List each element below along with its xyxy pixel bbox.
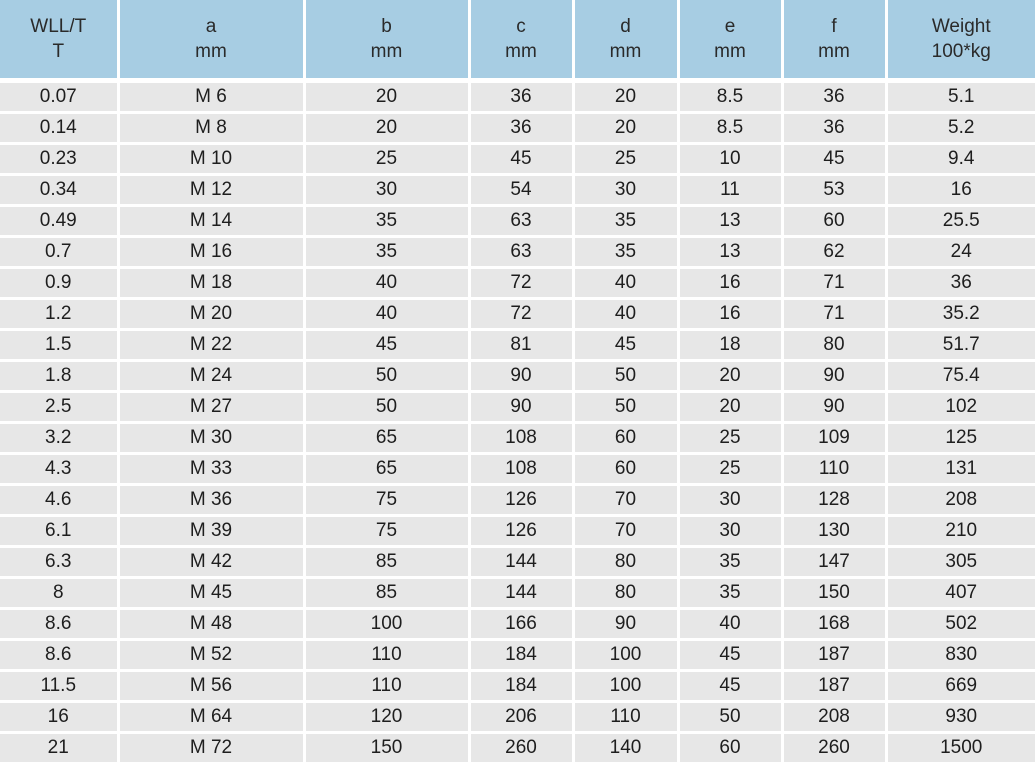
table-row <box>0 733 1035 764</box>
table-row <box>0 516 1035 547</box>
table-cell: 21 <box>0 733 118 764</box>
table-cell: M 52 <box>118 640 304 671</box>
table-cell: 40 <box>573 268 678 299</box>
table-cell: 0.14 <box>0 113 118 144</box>
weight-header <box>886 0 1035 81</box>
table-row <box>0 330 1035 361</box>
table-cell: 0.9 <box>0 268 118 299</box>
table-cell: 50 <box>304 392 469 423</box>
table-cell: M 72 <box>118 733 304 764</box>
table-cell: 108 <box>469 423 573 454</box>
header-label: e <box>724 16 736 37</box>
table-cell: 81 <box>469 330 573 361</box>
table-cell: M 10 <box>118 144 304 175</box>
table-cell: M 8 <box>118 113 304 144</box>
table-cell: 184 <box>469 671 573 702</box>
table-cell: 109 <box>782 423 886 454</box>
table-cell: 4.6 <box>0 485 118 516</box>
table-cell: 35 <box>573 237 678 268</box>
table-cell: 90 <box>782 392 886 423</box>
table-row <box>0 454 1035 485</box>
table-cell: M 36 <box>118 485 304 516</box>
table-cell: 80 <box>573 547 678 578</box>
table-cell: 85 <box>304 547 469 578</box>
table-cell: 25 <box>678 423 782 454</box>
header-unit: mm <box>195 41 227 62</box>
table-cell: 60 <box>678 733 782 764</box>
table-cell: 9.4 <box>886 144 1035 175</box>
table-cell: 25 <box>304 144 469 175</box>
table-cell: 60 <box>573 423 678 454</box>
table-cell: M 45 <box>118 578 304 609</box>
table-cell: M 42 <box>118 547 304 578</box>
table-cell: M 64 <box>118 702 304 733</box>
table-cell: 16 <box>0 702 118 733</box>
table-cell: 90 <box>469 392 573 423</box>
table-cell: 63 <box>469 237 573 268</box>
table-row <box>0 81 1035 113</box>
table-cell: 187 <box>782 671 886 702</box>
table-cell: 669 <box>886 671 1035 702</box>
table-cell: M 16 <box>118 237 304 268</box>
table-row <box>0 485 1035 516</box>
table-cell: 1.5 <box>0 330 118 361</box>
table-cell: 5.2 <box>886 113 1035 144</box>
table-cell: 128 <box>782 485 886 516</box>
table-cell: 62 <box>782 237 886 268</box>
table-cell: 140 <box>573 733 678 764</box>
table-cell: 144 <box>469 578 573 609</box>
table-cell: 36 <box>782 81 886 113</box>
header-unit: mm <box>370 41 403 62</box>
table-cell: 126 <box>469 516 573 547</box>
header-row <box>0 0 1035 81</box>
table-cell: 85 <box>304 578 469 609</box>
table-cell: 208 <box>886 485 1035 516</box>
table-cell: 1500 <box>886 733 1035 764</box>
table-cell: 930 <box>886 702 1035 733</box>
table-cell: 168 <box>782 609 886 640</box>
table-cell: M 12 <box>118 175 304 206</box>
table-cell: 144 <box>469 547 573 578</box>
table-cell: 45 <box>678 640 782 671</box>
table-cell: 20 <box>304 81 469 113</box>
table-cell: 210 <box>886 516 1035 547</box>
table-cell: 90 <box>573 609 678 640</box>
table-cell: 3.2 <box>0 423 118 454</box>
table-cell: 50 <box>573 392 678 423</box>
table-row <box>0 361 1035 392</box>
table-row <box>0 640 1035 671</box>
table-cell: 8.5 <box>678 113 782 144</box>
table-row <box>0 144 1035 175</box>
table-cell: 35 <box>678 578 782 609</box>
table-row <box>0 113 1035 144</box>
table-cell: 40 <box>304 268 469 299</box>
table-body <box>0 81 1035 764</box>
table-cell: 260 <box>469 733 573 764</box>
table-cell: 50 <box>678 702 782 733</box>
table-cell: 54 <box>469 175 573 206</box>
table-cell: 4.3 <box>0 454 118 485</box>
table-cell: 80 <box>782 330 886 361</box>
table-cell: M 30 <box>118 423 304 454</box>
table-cell: 0.34 <box>0 175 118 206</box>
table-row <box>0 578 1035 609</box>
table-cell: 1.2 <box>0 299 118 330</box>
table-cell: 2.5 <box>0 392 118 423</box>
table-cell: 45 <box>678 671 782 702</box>
table-row <box>0 547 1035 578</box>
table-cell: 0.7 <box>0 237 118 268</box>
table-cell: 40 <box>304 299 469 330</box>
table-cell: 108 <box>469 454 573 485</box>
table-cell: 0.07 <box>0 81 118 113</box>
table-cell: 80 <box>573 578 678 609</box>
table-cell: M 6 <box>118 81 304 113</box>
table-cell: M 18 <box>118 268 304 299</box>
table-cell: 36 <box>782 113 886 144</box>
table-row <box>0 299 1035 330</box>
table-cell: 70 <box>573 516 678 547</box>
header-label: Weight <box>931 16 991 37</box>
table-cell: 30 <box>573 175 678 206</box>
table-cell: 25 <box>678 454 782 485</box>
table-row <box>0 671 1035 702</box>
table-cell: 110 <box>304 671 469 702</box>
table-cell: 45 <box>573 330 678 361</box>
table-cell: 16 <box>678 268 782 299</box>
table-cell: 187 <box>782 640 886 671</box>
table-cell: 45 <box>782 144 886 175</box>
table-cell: 50 <box>573 361 678 392</box>
table-cell: 40 <box>573 299 678 330</box>
header-label: a <box>205 16 217 37</box>
table-cell: 71 <box>782 268 886 299</box>
table-cell: 110 <box>573 702 678 733</box>
table-cell: 30 <box>678 516 782 547</box>
table-cell: 110 <box>304 640 469 671</box>
table-cell: 6.3 <box>0 547 118 578</box>
table-cell: 25.5 <box>886 206 1035 237</box>
table-cell: 10 <box>678 144 782 175</box>
table-cell: 45 <box>304 330 469 361</box>
table-cell: 63 <box>469 206 573 237</box>
table-cell: 35 <box>304 206 469 237</box>
table-cell: 130 <box>782 516 886 547</box>
table-cell: 208 <box>782 702 886 733</box>
table-cell: 150 <box>782 578 886 609</box>
header-unit: mm <box>714 41 746 62</box>
table-row <box>0 175 1035 206</box>
table-cell: 20 <box>304 113 469 144</box>
table-cell: M 20 <box>118 299 304 330</box>
header-unit: mm <box>609 41 642 62</box>
table-cell: 102 <box>886 392 1035 423</box>
table-cell: 65 <box>304 423 469 454</box>
header-label: WLL/T <box>30 16 87 37</box>
table-cell: M 24 <box>118 361 304 392</box>
table-cell: 5.1 <box>886 81 1035 113</box>
table-cell: 8.5 <box>678 81 782 113</box>
table-cell: 30 <box>304 175 469 206</box>
table-cell: 305 <box>886 547 1035 578</box>
table-cell: 0.23 <box>0 144 118 175</box>
table-cell: 75 <box>304 516 469 547</box>
table-cell: 206 <box>469 702 573 733</box>
table-cell: 13 <box>678 237 782 268</box>
table-cell: 45 <box>469 144 573 175</box>
header-label: f <box>831 16 837 37</box>
table-cell: 1.8 <box>0 361 118 392</box>
table-cell: 71 <box>782 299 886 330</box>
table-cell: 65 <box>304 454 469 485</box>
table-cell: 407 <box>886 578 1035 609</box>
table-cell: 16 <box>678 299 782 330</box>
c-header <box>469 0 573 81</box>
table-cell: 20 <box>678 392 782 423</box>
table-cell: 100 <box>573 671 678 702</box>
table-row <box>0 423 1035 454</box>
e-header <box>678 0 782 81</box>
table-cell: 100 <box>573 640 678 671</box>
table-cell: 110 <box>782 454 886 485</box>
table-cell: 11 <box>678 175 782 206</box>
table-cell: 8 <box>0 578 118 609</box>
table-cell: 125 <box>886 423 1035 454</box>
table-cell: 147 <box>782 547 886 578</box>
table-cell: 830 <box>886 640 1035 671</box>
table-cell: 24 <box>886 237 1035 268</box>
table-cell: 16 <box>886 175 1035 206</box>
header-label: d <box>620 16 631 37</box>
table-cell: 100 <box>304 609 469 640</box>
table-cell: M 27 <box>118 392 304 423</box>
table-row <box>0 268 1035 299</box>
table-cell: 60 <box>573 454 678 485</box>
f-header <box>782 0 886 81</box>
table-cell: M 39 <box>118 516 304 547</box>
table-cell: 131 <box>886 454 1035 485</box>
table-row <box>0 609 1035 640</box>
table-cell: 35.2 <box>886 299 1035 330</box>
table-cell: 260 <box>782 733 886 764</box>
d-header <box>573 0 678 81</box>
header-unit: 100*kg <box>931 41 991 62</box>
table-cell: 51.7 <box>886 330 1035 361</box>
table-row <box>0 702 1035 733</box>
table-cell: 8.6 <box>0 609 118 640</box>
table-cell: 90 <box>469 361 573 392</box>
table-cell: M 22 <box>118 330 304 361</box>
table-cell: 0.49 <box>0 206 118 237</box>
table-cell: 120 <box>304 702 469 733</box>
table-cell: 75 <box>304 485 469 516</box>
table-cell: 13 <box>678 206 782 237</box>
table-cell: 36 <box>469 81 573 113</box>
table-row <box>0 206 1035 237</box>
table-row <box>0 392 1035 423</box>
a-header <box>118 0 304 81</box>
table-cell: 18 <box>678 330 782 361</box>
table-cell: 20 <box>678 361 782 392</box>
table-cell: 75.4 <box>886 361 1035 392</box>
table-cell: 50 <box>304 361 469 392</box>
header-unit: mm <box>818 41 850 62</box>
table-cell: 150 <box>304 733 469 764</box>
b-header <box>304 0 469 81</box>
table-cell: 53 <box>782 175 886 206</box>
table-row <box>0 237 1035 268</box>
table-cell: 72 <box>469 299 573 330</box>
table-cell: 20 <box>573 113 678 144</box>
table-cell: 11.5 <box>0 671 118 702</box>
table-cell: 90 <box>782 361 886 392</box>
table-cell: 166 <box>469 609 573 640</box>
table-cell: 20 <box>573 81 678 113</box>
table-cell: 40 <box>678 609 782 640</box>
header-label: c <box>516 16 526 37</box>
table-cell: 70 <box>573 485 678 516</box>
header-unit: mm <box>505 41 537 62</box>
table-cell: 72 <box>469 268 573 299</box>
table-cell: 8.6 <box>0 640 118 671</box>
table-cell: 36 <box>886 268 1035 299</box>
table-cell: M 33 <box>118 454 304 485</box>
table-cell: 30 <box>678 485 782 516</box>
header-unit: T <box>52 41 65 62</box>
table-header <box>0 0 1035 81</box>
table-cell: 36 <box>469 113 573 144</box>
table-cell: M 56 <box>118 671 304 702</box>
table-cell: 6.1 <box>0 516 118 547</box>
table-cell: 35 <box>304 237 469 268</box>
table-cell: 184 <box>469 640 573 671</box>
table-cell: 126 <box>469 485 573 516</box>
table-cell: 35 <box>678 547 782 578</box>
table-cell: M 14 <box>118 206 304 237</box>
table-cell: 60 <box>782 206 886 237</box>
header-label: b <box>381 16 392 37</box>
table-cell: 502 <box>886 609 1035 640</box>
table-cell: 25 <box>573 144 678 175</box>
wll-header <box>0 0 118 81</box>
table-cell: M 48 <box>118 609 304 640</box>
table-cell: 35 <box>573 206 678 237</box>
